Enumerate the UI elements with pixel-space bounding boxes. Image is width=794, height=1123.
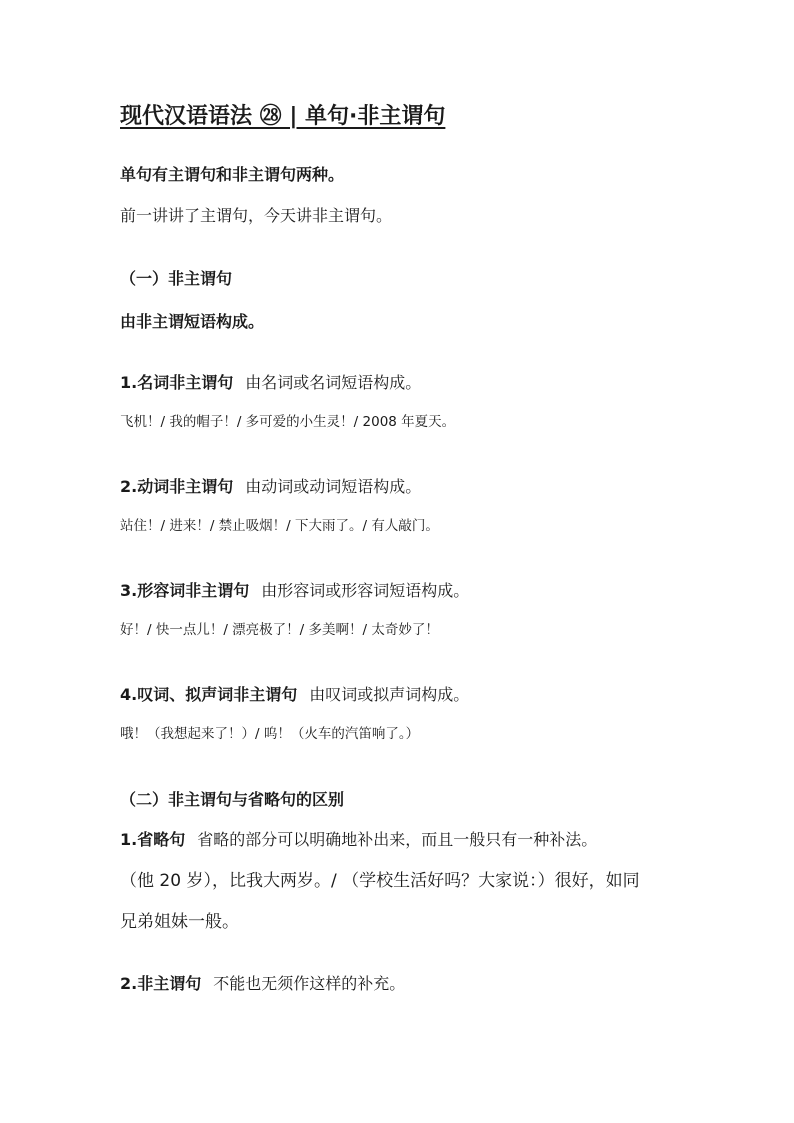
item-examples: 好！/ 快一点儿！/ 漂亮极了！/ 多美啊！/ 太奇妙了！ xyxy=(120,622,439,638)
item-example-line-2: 兄弟姐妹一般。 xyxy=(120,912,239,932)
item-label: 4.叹词、拟声词非主谓句 xyxy=(120,685,298,704)
item-desc: 由形容词或形容词短语构成。 xyxy=(261,581,470,600)
item-noun xyxy=(120,373,421,392)
item-desc: 不能也无须作这样的补充。 xyxy=(213,974,406,993)
item-desc: 由名词或名词短语构成。 xyxy=(245,373,422,392)
item-label: 1.省略句 xyxy=(120,830,186,849)
item-desc: 省略的部分可以明确地补出来，而且一般只有一种补法。 xyxy=(197,830,598,849)
item-verb xyxy=(120,477,421,496)
item-examples: 站住！/ 进来！/ 禁止吸烟！/ 下大雨了。/ 有人敲门。 xyxy=(120,518,439,534)
item-ellipsis xyxy=(120,830,597,849)
item-example-line-1: （他 20 岁），比我大两岁。/ （学校生活好吗？大家说：）很好，如同 xyxy=(120,871,640,891)
item-desc: 由动词或动词短语构成。 xyxy=(245,477,422,496)
item-label: 2.动词非主谓句 xyxy=(120,477,234,496)
intro-bold: 单句有主谓句和非主谓句两种。 xyxy=(120,165,345,184)
item-label: 2.非主谓句 xyxy=(120,974,202,993)
intro-text: 前一讲讲了主谓句，今天讲非主谓句。 xyxy=(120,206,393,225)
section-heading-2: （二）非主谓句与省略句的区别 xyxy=(120,790,345,809)
page-title: 现代汉语语法 ㉘ | 单句·非主谓句 xyxy=(120,104,446,129)
item-non-subject xyxy=(120,974,405,993)
section-heading-1: （一）非主谓句 xyxy=(120,269,233,288)
item-adjective xyxy=(120,581,469,600)
item-examples: 飞机！/ 我的帽子！/ 多可爱的小生灵！/ 2008 年夏天。 xyxy=(120,414,456,430)
item-interjection xyxy=(120,685,469,704)
item-examples: 哦！（我想起来了！）/ 呜！（火车的汽笛响了。） xyxy=(120,726,420,742)
item-label: 3.形容词非主谓句 xyxy=(120,581,250,600)
section-subheading-1: 由非主谓短语构成。 xyxy=(120,312,265,331)
item-desc: 由叹词或拟声词构成。 xyxy=(309,685,470,704)
item-label: 1.名词非主谓句 xyxy=(120,373,234,392)
